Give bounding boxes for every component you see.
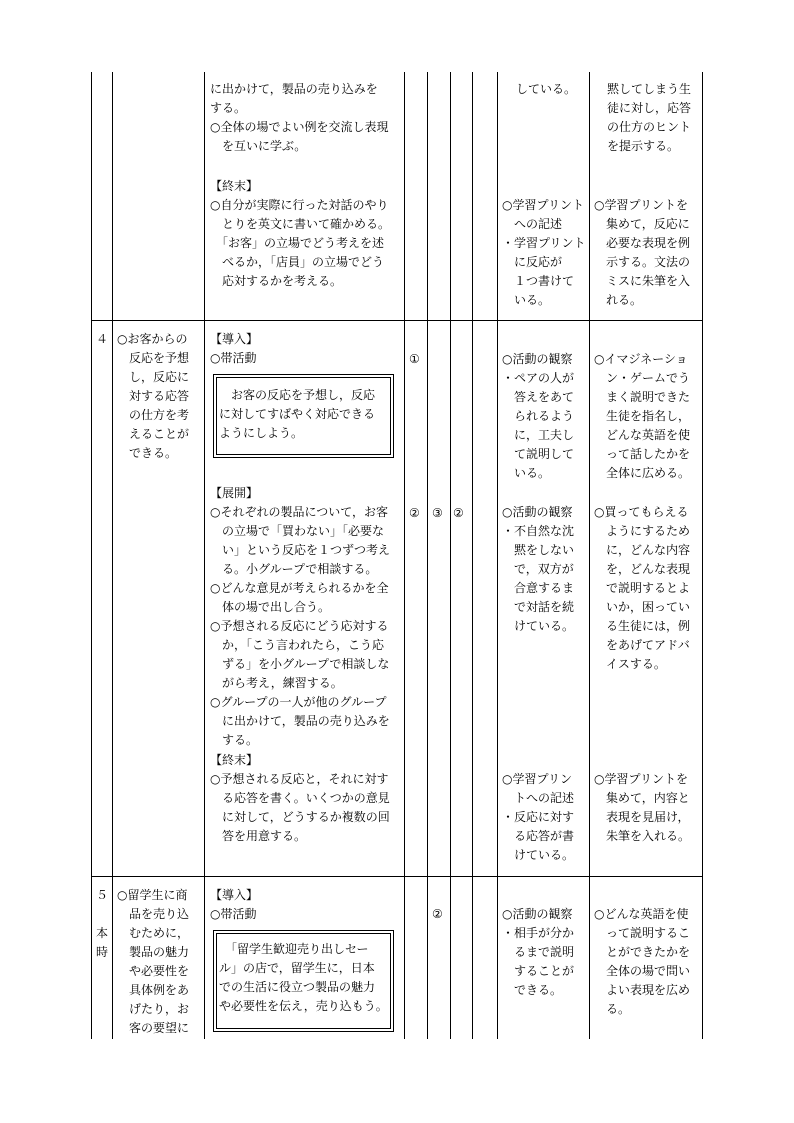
table-divider	[589, 72, 590, 1039]
learning-goal: ○留学生に商 品を売り込 むために， 製品の魅力 や必要性を 具体例をあ げたり，お 客の要望に	[117, 888, 190, 1035]
eval-mark: ①	[409, 352, 420, 366]
table-border-left	[91, 72, 92, 1039]
table-divider	[472, 72, 473, 1039]
table-divider	[497, 72, 498, 1039]
intro-heading: 【導入】 ○帯活動	[210, 332, 259, 365]
evaluation-text: している。	[516, 82, 577, 96]
table-divider	[427, 72, 428, 1039]
row-separator	[91, 876, 703, 877]
evaluation-text: ○学習プリント への記述 ・学習プリント に反応が １つ書けて いる。	[502, 198, 586, 307]
evaluation-text: ○活動の観察 ・ペアの人が 答えをあて られるよう に，工夫し て説明して いる。	[502, 352, 575, 480]
support-text: 黙してしまう生 徒に対し，応答 の仕方のヒント を提示する。	[607, 82, 692, 153]
table-divider	[404, 72, 405, 1039]
goal-box-text: お客の反応を予想し，反応 に対してすばやく対応できる ようにしよう。	[219, 388, 376, 440]
table-divider	[112, 72, 113, 1039]
evaluation-text: ○活動の観察 ・相手が分か るまで説明 することが できる。	[502, 907, 575, 997]
intro-heading: 【導入】 ○帯活動	[210, 888, 259, 921]
eval-mark: ②	[432, 907, 443, 921]
eval-mark: ②	[453, 506, 464, 520]
table-border-right	[702, 72, 703, 1039]
goal-box-text: 「留学生歓迎売り出しセー ル」の店で，留学生に，日本 での生活に役立つ製品の魅力 や必要性を伝え，売り込もう。	[219, 942, 388, 1013]
support-text: ○学習プリントを 集めて，内容と 表現を見届け， 朱筆を入れる。	[594, 772, 691, 843]
closing-activity: 【終末】 ○予想される反応と，それに対す る応答を書く。いくつかの意見 に対して，どうするか複数の回 答を用意する。	[210, 753, 390, 843]
eval-mark: ②	[409, 506, 420, 520]
row-number: ５	[96, 888, 109, 902]
table-divider	[204, 72, 205, 1039]
evaluation-text: ○学習プリン トへの記述 ・反応に対す る応答が書 けている。	[502, 772, 575, 862]
support-text: ○どんな英語を使 って説明するこ とができたかを 全体の場で問い よい表現を広め る。	[594, 907, 691, 1016]
table-divider	[450, 72, 451, 1039]
support-text: ○イマジネーショ ン・ゲームでう まく説明できた 生徒を指名し， どんな英語を使 って話したかを 全体に広める。	[594, 352, 691, 480]
evaluation-text: ○活動の観察 ・不自然な沈 黙をしない で，双方が 合意するま で対話を続 けている。	[502, 505, 575, 633]
support-text: ○買ってもらえる ようにするため に，どんな内容 を，どんな表現 で説明するとよ いか，困ってい る生徒には，例 をあげてアドバ イスする。	[594, 505, 691, 671]
row-number: ４	[96, 332, 109, 346]
support-text: ○学習プリントを 集めて，反応に 必要な表現を例 示する。文法の ミスに朱筆を入 れる。	[594, 198, 691, 307]
closing-activity-text: 【終末】 ○自分が実際に行った対話のやり とりを英文に書いて確かめる。 「お客」の立場でどう考えを述 べるか，「店員」の立場でどう 応対するかを考える。	[210, 179, 391, 288]
development-activity: 【展開】 ○それぞれの製品について，お客 の立場で「買わない」「必要な い」という反応を１つずつ考え る。小グループで相談する。 ○どんな意見が考えられるかを全 体の場で出し合う。 ○予想される反応にどう応対する か，「こう言われたら，こう応 ずる」を小グループで相談しな がら考え，練習する。 ○グループの一人が他のグループ に出かけて，製品の売り込みを する。	[210, 486, 391, 747]
row-separator	[91, 320, 703, 321]
activity-text: に出かけて，製品の売り込みを する。 ○全体の場でよい例を交流し表現 を互いに学ぶ。	[210, 82, 389, 153]
learning-goal: ○お客からの 反応を予想 し，反応に 対する応答 の仕方を考 えることが できる。	[117, 332, 190, 460]
eval-mark: ③	[432, 506, 443, 520]
current-lesson-label: 本 時	[96, 926, 109, 959]
